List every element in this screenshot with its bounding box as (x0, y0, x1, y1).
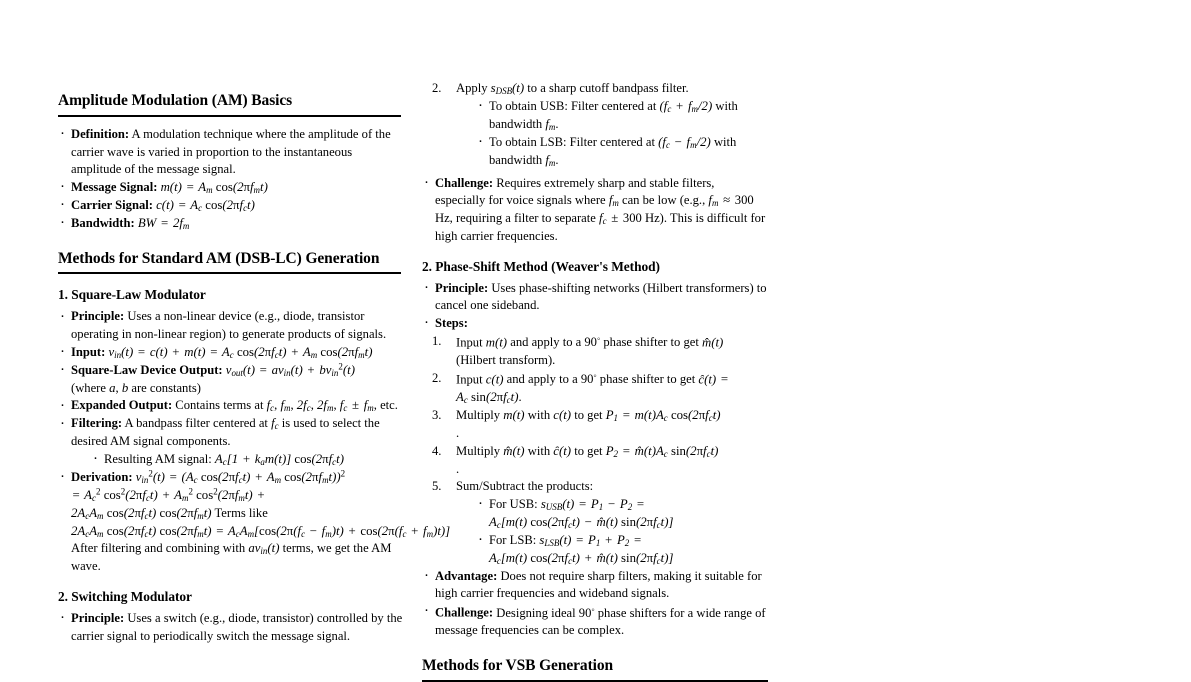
bullet-text-constants: (where a, b are constants) (71, 380, 201, 395)
list-item-principle (58, 308, 403, 343)
math-step1-mt: m(t) (485, 335, 508, 350)
bullet-label-carrier-signal: Carrier Signal: (71, 197, 153, 212)
bullet-text-expanded-output: Contains terms at $f_c$, $f_m$, $2f_c$, $2f_m$, $f_c \pm f_m$, etc. (175, 398, 398, 414)
bullet-text-filtering: A bandpass filter centered at $f_c$ is used to select the desired AM signal components. (71, 416, 380, 449)
math-lsb-center: $(f_c - f_m/2)$ (658, 134, 711, 150)
list-item-message-signal (58, 179, 403, 197)
nested-text-lsb-bw: with bandwidth $f_m$. (489, 134, 737, 168)
step4-text-mid: with (527, 443, 551, 458)
heading-switching-modulator: 2. Switching Modulator (58, 588, 192, 604)
phase-shift-bullet-list (422, 280, 767, 333)
step5-text: Sum/Subtract the products: (456, 479, 594, 494)
list-item-lsb-filter (476, 134, 767, 170)
bullet-label-phase-shift-principle: Principle: (435, 280, 489, 295)
list-item-bandwidth (58, 215, 403, 233)
list-item-challenge-filters (422, 175, 767, 246)
step1-text-before: Input (456, 335, 483, 350)
bullet-label-steps: Steps: (435, 315, 468, 330)
math-usb-center: $(f_c + f_m/2)$ (659, 98, 713, 114)
spacer (58, 117, 403, 126)
math-step3-p1: $P_1 = m(t)A_c$ $\cos(2\pi f_ct)$ (605, 408, 721, 424)
list-item-expanded-output (58, 397, 403, 415)
list-item-switching-principle (58, 610, 403, 645)
math-susb-line2: $A_c[m(t) \cos(2\pi f_ct)$ − m̂(t) $\sin(2\pi f_ct)$] (489, 514, 674, 530)
bullet-text-switching-principle: Uses a switch (e.g., diode, transistor) controlled by the carrier signal to periodically switch the message signal. (71, 611, 403, 643)
bullet-text-principle: Uses a non-linear device (e.g., diode, transistor operating in non-linear region) to generate products of signals. (71, 309, 387, 342)
math-derivation-line2: = $A_c^2$ $\cos^2(2\pi f_ct) + A_m^2$ $\cos^2(2\pi f_mt)$ + (72, 486, 265, 503)
list-item-apply-bandpass-filter (422, 80, 767, 170)
step3-text-after: . (456, 426, 460, 441)
math-derivation-line1: $v_{in}^2(t) = (A_c$ $\cos(2\pi f_ct) + A_m$ $\cos(2\pi f_mt))^2$ (135, 468, 346, 485)
spacer (58, 576, 403, 589)
math-resulting-am-signal: $A_c[1 + k_am(t)]$ $\cos(2\pi f_ct)$ (214, 451, 344, 467)
step1-text-after: (Hilbert transform). (456, 353, 556, 368)
spacer (58, 233, 403, 250)
heading-vsb-generation: Methods for VSB Generation (422, 657, 768, 682)
filtering-nested-list (91, 451, 403, 469)
spacer (422, 640, 767, 657)
list-item-challenge-phase-shifters (422, 603, 767, 640)
bullet-label-filtering: Filtering: (71, 416, 123, 431)
step4-text-before: Multiply (456, 443, 501, 458)
math-step3-mt: m(t) (503, 408, 525, 423)
math-square-law-output: $v_{out}(t) = av_{in}(t) + bv_{in}^2(t)$ (225, 360, 355, 378)
sum-subtract-nested-list (476, 496, 767, 568)
list-item-square-law-output (58, 362, 403, 398)
step3-text-mid: with (527, 408, 551, 423)
list-item-step-2 (422, 370, 767, 408)
list-item-phase-shift-principle (422, 280, 767, 315)
list-item-for-lsb (476, 532, 767, 568)
switching-modulator-bullet-list (58, 610, 403, 645)
list-item-filtering (58, 415, 403, 468)
right-column (422, 80, 767, 682)
math-slsb-line2: $A_c[m(t) \cos(2\pi f_ct)$ + m̂(t) $\sin(2\pi f_ct)$] (489, 550, 674, 566)
list-item-derivation (58, 468, 451, 576)
text-derivation-closing: After filtering and combining with $av_{in}(t)$ terms, we get the AM wave. (71, 541, 392, 574)
continued-numbered-list (422, 80, 767, 170)
step2-math-after: $A_c$ $\sin(2\pi f_ct)$. (456, 390, 522, 406)
bullet-label-message-signal: Message Signal: (71, 179, 158, 194)
bullet-label-switching-principle: Principle: (71, 611, 125, 626)
bullet-label-square-law-output: Square-Law Device Output: (71, 362, 223, 377)
step-text-apply-after: to a sharp cutoff bandpass filter. (527, 81, 689, 95)
bullet-text-phase-shift-principle: Uses phase-shifting networks (Hilbert transformers) to cancel one sideband. (435, 280, 767, 313)
nested-text-resulting: Resulting AM signal: (104, 451, 212, 466)
math-derivation-line3: $2A_cA_m$ $\cos(2\pi f_ct)$ $\cos(2\pi f_mt)$ (71, 505, 212, 521)
list-item-carrier-signal (58, 197, 403, 215)
math-derivation-line4: $2A_cA_m$ $\cos(2\pi f_ct) \cos(2\pi f_mt) = A_cA_m[\cos(2\pi(f_c - f_m)t) + \cos(2\pi(f_c + f_m)t)]$ (71, 523, 451, 539)
step-text-apply: Apply (456, 81, 488, 95)
list-item-advantage (422, 568, 767, 603)
bullet-text-advantage: Does not require sharp filters, making it suitable for high carrier frequencies and wideband signals. (435, 568, 762, 601)
bullet-text-challenge-phase: Designing ideal 90◦ phase shifters for a wide range of message frequencies can be complex. (435, 603, 766, 638)
math-carrier-signal: $c(t) = A_c$ $\cos(2\pi f_ct)$ (156, 197, 255, 213)
spacer (422, 246, 767, 259)
list-item-step-1 (422, 333, 767, 370)
nested-text-for-usb: For USB: (489, 496, 538, 511)
step2-text-before: Input (456, 372, 483, 387)
nested-text-usb: To obtain USB: Filter centered at (489, 98, 657, 113)
math-input: $v_{in}(t) = c(t) + m(t) = A_c$ $\cos(2\pi f_ct) + A_m$ $\cos(2\pi f_mt)$ (108, 344, 373, 360)
list-item-usb-filter (476, 98, 767, 134)
bullet-label-bandwidth: Bandwidth: (71, 215, 135, 230)
math-step1-mhat: m̂(t) (701, 335, 724, 350)
list-item-step-3 (422, 407, 767, 443)
step3-text-mid2: to get (574, 408, 603, 423)
math-slsb-line1: $s_{LSB}(t) = P_1 + P_2$ = (539, 532, 642, 548)
nested-text-usb-bw: with bandwidth $f_m$. (489, 98, 738, 132)
step3-text-before: Multiply (456, 408, 501, 423)
math-step4-mhat: m̂(t) (503, 443, 525, 458)
list-item-step-5 (422, 478, 767, 567)
heading-phase-shift-method: 2. Phase-Shift Method (Weaver's Method) (422, 258, 660, 274)
heading-square-law-modulator: 1. Square-Law Modulator (58, 287, 206, 303)
list-item-definition (58, 126, 403, 179)
heading-am-basics: Amplitude Modulation (AM) Basics (58, 92, 401, 117)
math-bandwidth: BW = $2f_m$ (137, 215, 190, 231)
list-item-step-4 (422, 443, 767, 479)
bullet-label-input: Input: (71, 344, 106, 359)
math-step2-chat: ĉ(t) = (698, 372, 729, 387)
heading-standard-am-generation: Methods for Standard AM (DSB-LC) Generation (58, 250, 401, 275)
bullet-label-definition: Definition: (71, 126, 130, 141)
math-susb-line1: $s_{USB}(t) = P_1 - P_2$ = (540, 496, 645, 512)
nested-text-for-lsb: For LSB: (489, 532, 537, 547)
math-step3-ct: c(t) (553, 408, 572, 423)
math-sdsb: $s_{DSB}(t)$ (490, 81, 525, 96)
step1-text-mid: and apply to a 90◦ phase shifter to get (510, 333, 699, 350)
text-derivation-terms-like: Terms like (214, 505, 268, 520)
math-step4-chat: ĉ(t) (553, 443, 572, 458)
step4-text-mid2: to get (574, 443, 603, 458)
left-column (58, 92, 451, 645)
bullet-label-principle: Principle: (71, 309, 125, 324)
bullet-label-expanded-output: Expanded Output: (71, 398, 173, 413)
spacer (58, 274, 403, 287)
sideband-filter-nested-list (476, 98, 767, 170)
list-item-input (58, 344, 403, 362)
bullet-text-challenge: Requires extremely sharp and stable filters, especially for voice signals where $f_m$ can be low (e.g., $f_m \approx 300$ Hz, requiring a filter to separate $f_c \pm 300$ Hz). This is difficult for high carrier frequencies. (435, 175, 766, 243)
bullet-label-advantage: Advantage: (435, 568, 498, 583)
list-item-for-usb (476, 496, 767, 532)
bullet-label-challenge: Challenge: (435, 175, 494, 190)
phase-shift-steps-list (422, 333, 767, 568)
bullet-label-challenge-phase: Challenge: (435, 605, 494, 620)
math-message-signal: $m(t) = A_m$ $\cos(2\pi f_mt)$ (160, 179, 268, 195)
bullet-text-definition: A modulation technique where the amplitude of the carrier wave is varied in proportion to the instantaneous amplitude of the message signal. (71, 126, 391, 177)
math-step4-p2: $P_2$ = $m̂(t)A_c$ $\sin(2\pi f_ct)$ (605, 443, 719, 459)
step4-text-after: . (456, 461, 460, 476)
math-step2-ct: c(t) (485, 372, 504, 387)
list-item-resulting-am-signal (91, 451, 403, 469)
challenge-bullet-list (422, 175, 767, 246)
am-basics-bullet-list (58, 126, 403, 233)
square-law-bullet-list (58, 308, 451, 575)
list-item-steps (422, 315, 767, 333)
step2-text-mid: and apply to a 90◦ phase shifter to get (506, 370, 696, 387)
nested-text-lsb: To obtain LSB: Filter centered at (489, 134, 655, 149)
phase-shift-closing-bullets (422, 568, 767, 640)
bullet-label-derivation: Derivation: (71, 469, 133, 484)
